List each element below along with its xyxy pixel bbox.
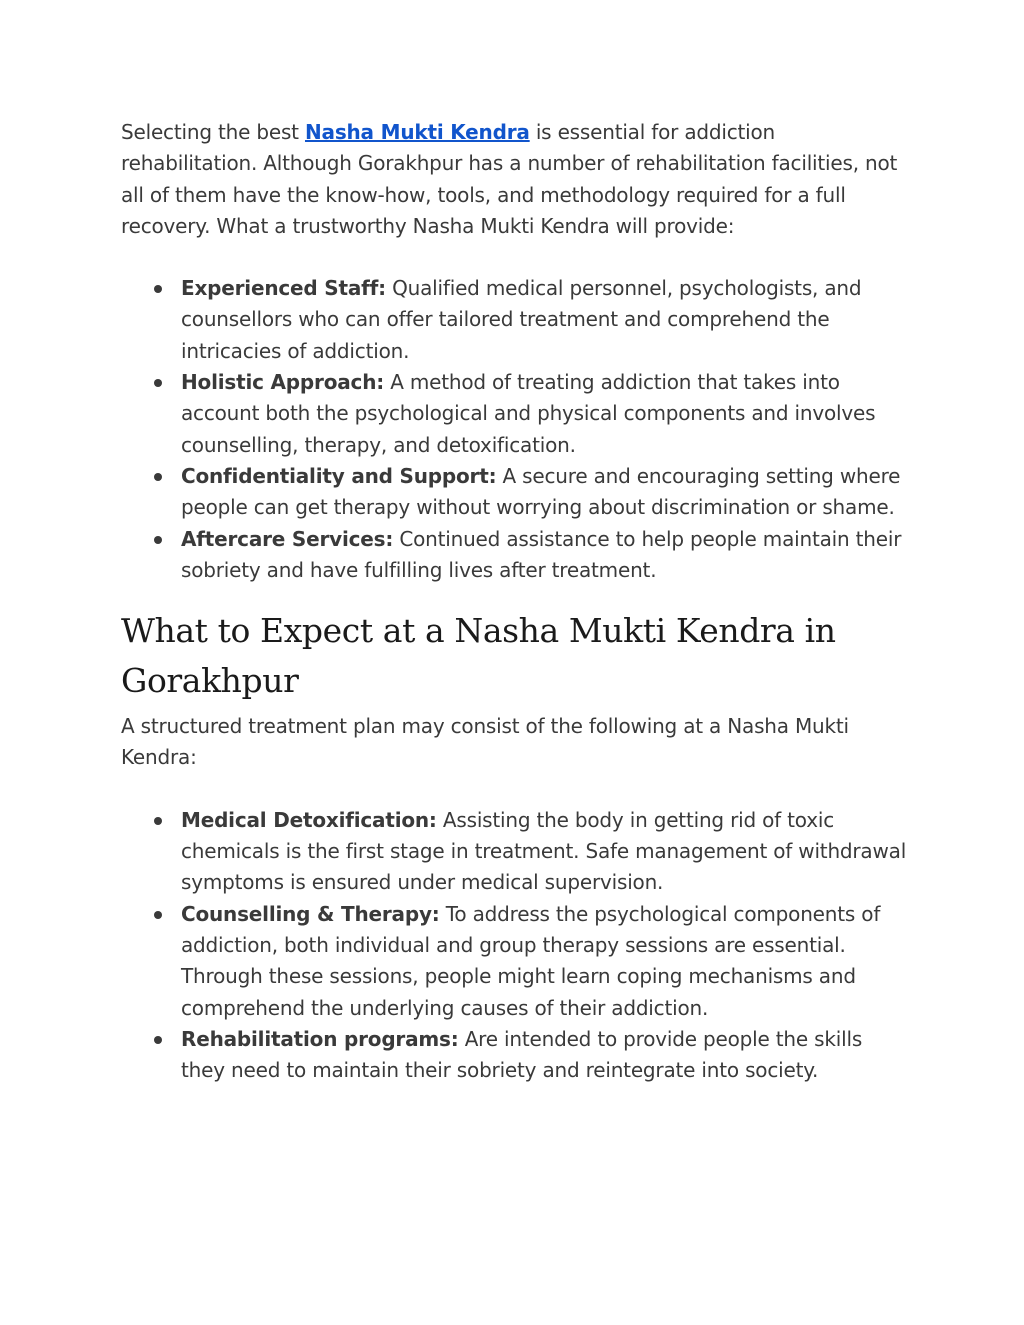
- list-item: [121, 367, 911, 461]
- list-item-title: Holistic Approach:: [181, 370, 385, 395]
- list-item: [121, 461, 911, 524]
- section-intro-paragraph: A structured treatment plan may consist of the following at a Nasha Mukti Kendra:: [121, 714, 849, 770]
- list-item-title: Counselling & Therapy:: [181, 901, 440, 926]
- section-heading: What to Expect at a Nasha Mukti Kendra in Gorakhpur: [121, 611, 836, 701]
- list-item-text: Are intended to provide people the skills they need to maintain their sobriety and reintegrate into society.: [181, 1026, 863, 1083]
- list-item-text: Qualified medical personnel, psychologists, and counsellors who can offer tailored treatment and comprehend the intricacies of addiction.: [181, 276, 862, 363]
- nasha-mukti-kendra-link[interactable]: Nasha Mukti Kendra: [304, 120, 530, 144]
- bullet-icon: [154, 473, 162, 481]
- bullet-icon: [154, 817, 162, 825]
- list-item-text: Continued assistance to help people maintain their sobriety and have fulfilling lives after treatment.: [181, 526, 902, 582]
- list-item: [121, 524, 911, 587]
- list-item-title: Confidentiality and Support:: [181, 463, 497, 488]
- list-item-title: Experienced Staff:: [181, 276, 386, 301]
- bullet-icon: [154, 1036, 162, 1044]
- bullet-icon: [154, 911, 162, 919]
- intro-text-before-link: Selecting the best: [121, 120, 305, 144]
- list-item: [121, 899, 911, 1024]
- intro-paragraph: [121, 117, 911, 242]
- list-item-text: A method of treating addiction that takes into account both the psychological and physical components and involves counselling, therapy, and detoxification.: [181, 370, 876, 457]
- intro-text-after-link: is essential for addiction rehabilitation. Although Gorakhpur has a number of rehabilitation facilities, not all of them have the know-how, tools, and methodology required for a full recovery. What a trustworthy Nasha Mukti Kendra will provide:: [121, 120, 898, 238]
- list-item-text: Assisting the body in getting rid of toxic chemicals is the first stage in treatment. Safe management of withdrawal symptoms is ensured under medical supervision.: [181, 807, 907, 895]
- features-list: [121, 273, 911, 586]
- list-item-title: Aftercare Services:: [181, 526, 394, 551]
- bullet-icon: [154, 285, 162, 293]
- list-item-text: To address the psychological components of addiction, both individual and group therapy sessions are essential. Through these sessions, people might learn coping mechanisms and comprehend the underlying causes of their addiction.: [181, 901, 881, 1020]
- list-item-title: Medical Detoxification:: [181, 807, 437, 832]
- list-item-text: A secure and encouraging setting where people can get therapy without worrying about discrimination or shame.: [181, 463, 901, 520]
- bullet-icon: [154, 379, 162, 387]
- steps-list: [121, 805, 911, 1087]
- document-page: [121, 117, 911, 1086]
- bullet-icon: [154, 536, 162, 544]
- list-item: [121, 273, 911, 367]
- list-item-title: Rehabilitation programs:: [181, 1026, 459, 1051]
- list-item: [121, 805, 911, 899]
- list-item: [121, 1024, 911, 1087]
